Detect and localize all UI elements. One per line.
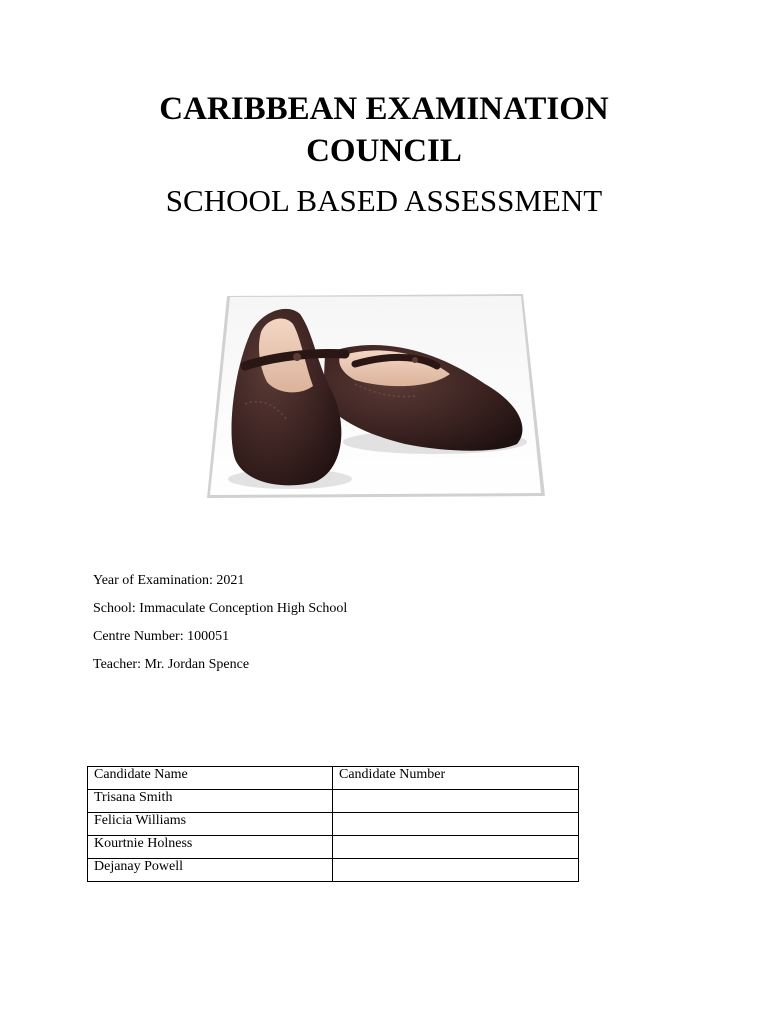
candidate-name-cell: Trisana Smith xyxy=(88,790,333,813)
title-line-2: COUNCIL xyxy=(306,133,462,169)
year-of-examination: Year of Examination: 2021 xyxy=(93,573,245,588)
teacher-name: Teacher: Mr. Jordan Spence xyxy=(93,657,250,672)
document-title xyxy=(0,88,768,172)
candidate-name-cell: Felicia Williams xyxy=(88,813,333,836)
header-candidate-number: Candidate Number xyxy=(333,767,579,790)
candidate-number-cell xyxy=(333,790,579,813)
candidate-number-cell xyxy=(333,859,579,882)
table-row xyxy=(88,836,579,859)
candidate-number-cell xyxy=(333,813,579,836)
cover-shoe-image xyxy=(205,294,547,500)
assessment-info xyxy=(93,572,347,684)
table-row xyxy=(88,790,579,813)
school-name: School: Immaculate Conception High School xyxy=(93,601,348,616)
candidate-number-cell xyxy=(333,836,579,859)
table-row xyxy=(88,813,579,836)
candidate-name-cell: Kourtnie Holness xyxy=(88,836,333,859)
document-subtitle: SCHOOL BASED ASSESSMENT xyxy=(165,183,603,218)
centre-number: Centre Number: 100051 xyxy=(93,629,230,644)
table-row xyxy=(88,859,579,882)
candidate-name-cell: Dejanay Powell xyxy=(88,859,333,882)
candidates-table xyxy=(87,766,579,882)
header-candidate-name: Candidate Name xyxy=(88,767,333,790)
table-header-row xyxy=(88,767,579,790)
title-line-1: CARIBBEAN EXAMINATION xyxy=(159,91,609,127)
